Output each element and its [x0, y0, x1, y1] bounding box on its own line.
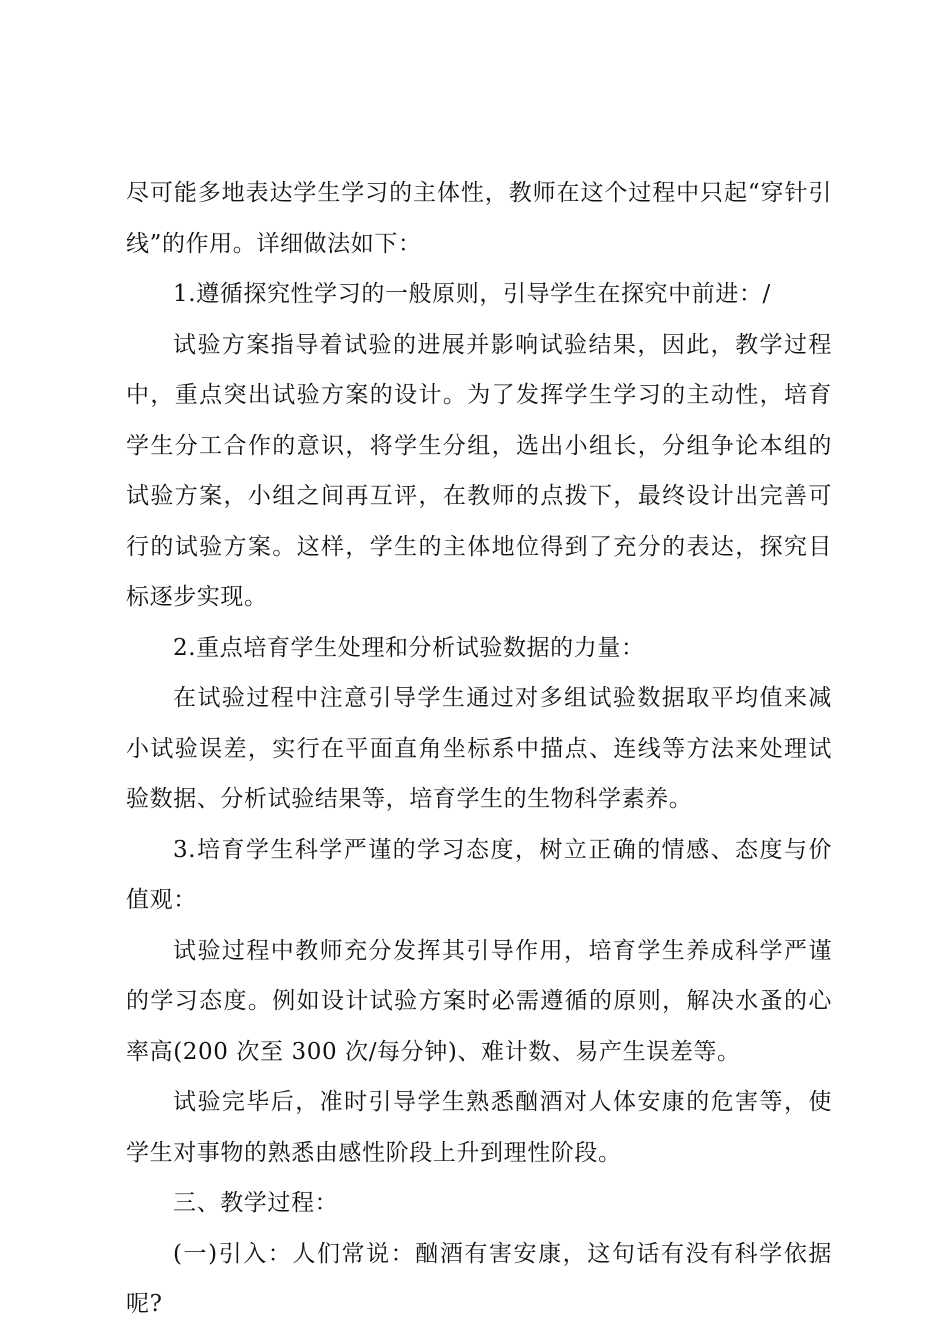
- paragraph-introduction: (一)引入：人们常说：酗酒有害安康，这句话有没有科学依据呢?: [126, 1240, 832, 1317]
- paragraph-teacher-guidance: 试验过程中教师充分发挥其引导作用，培育学生养成科学严谨的学习态度。例如设计试验方案时必需遵循的原则，解决水蚤的心率高(200 次至 300 次/每分钟)、难计数、易产生误差等。: [126, 937, 832, 1065]
- paragraph-data-analysis: 在试验过程中注意引导学生通过对多组试验数据取平均值来减小试验误差，实行在平面直角坐标系中描点、连线等方法来处理试验数据、分析试验结果等，培育学生的生物科学素养。: [126, 685, 832, 812]
- paragraph-item-3-heading: 3.培育学生科学严谨的学习态度，树立正确的情感、态度与价值观：: [126, 836, 832, 913]
- paragraph-after-experiment: 试验完毕后，准时引导学生熟悉酗酒对人体安康的危害等，使学生对事物的熟悉由感性阶段上升到理性阶段。: [126, 1089, 832, 1166]
- document-body: [126, 168, 832, 1330]
- paragraph-item-1-heading: 1.遵循探究性学习的一般原则，引导学生在探究中前进：/: [173, 281, 771, 307]
- paragraph-continuation: 尽可能多地表达学生学习的主体性，教师在这个过程中只起“穿针引线”的作用。详细做法如下：: [126, 180, 832, 257]
- paragraph-experiment-design: 试验方案指导着试验的进展并影响试验结果，因此，教学过程中，重点突出试验方案的设计。为了发挥学生学习的主动性，培育学生分工合作的意识，将学生分组，选出小组长，分组争论本组的试验方案，小组之间再互评，在教师的点拨下，最终设计出完善可行的试验方案。这样，学生的主体地位得到了充分的表达，探究目标逐步实现。: [126, 331, 832, 610]
- section-heading-teaching-process: 三、教学过程：: [173, 1190, 339, 1216]
- paragraph-item-2-heading: 2.重点培育学生处理和分析试验数据的力量：: [173, 634, 645, 661]
